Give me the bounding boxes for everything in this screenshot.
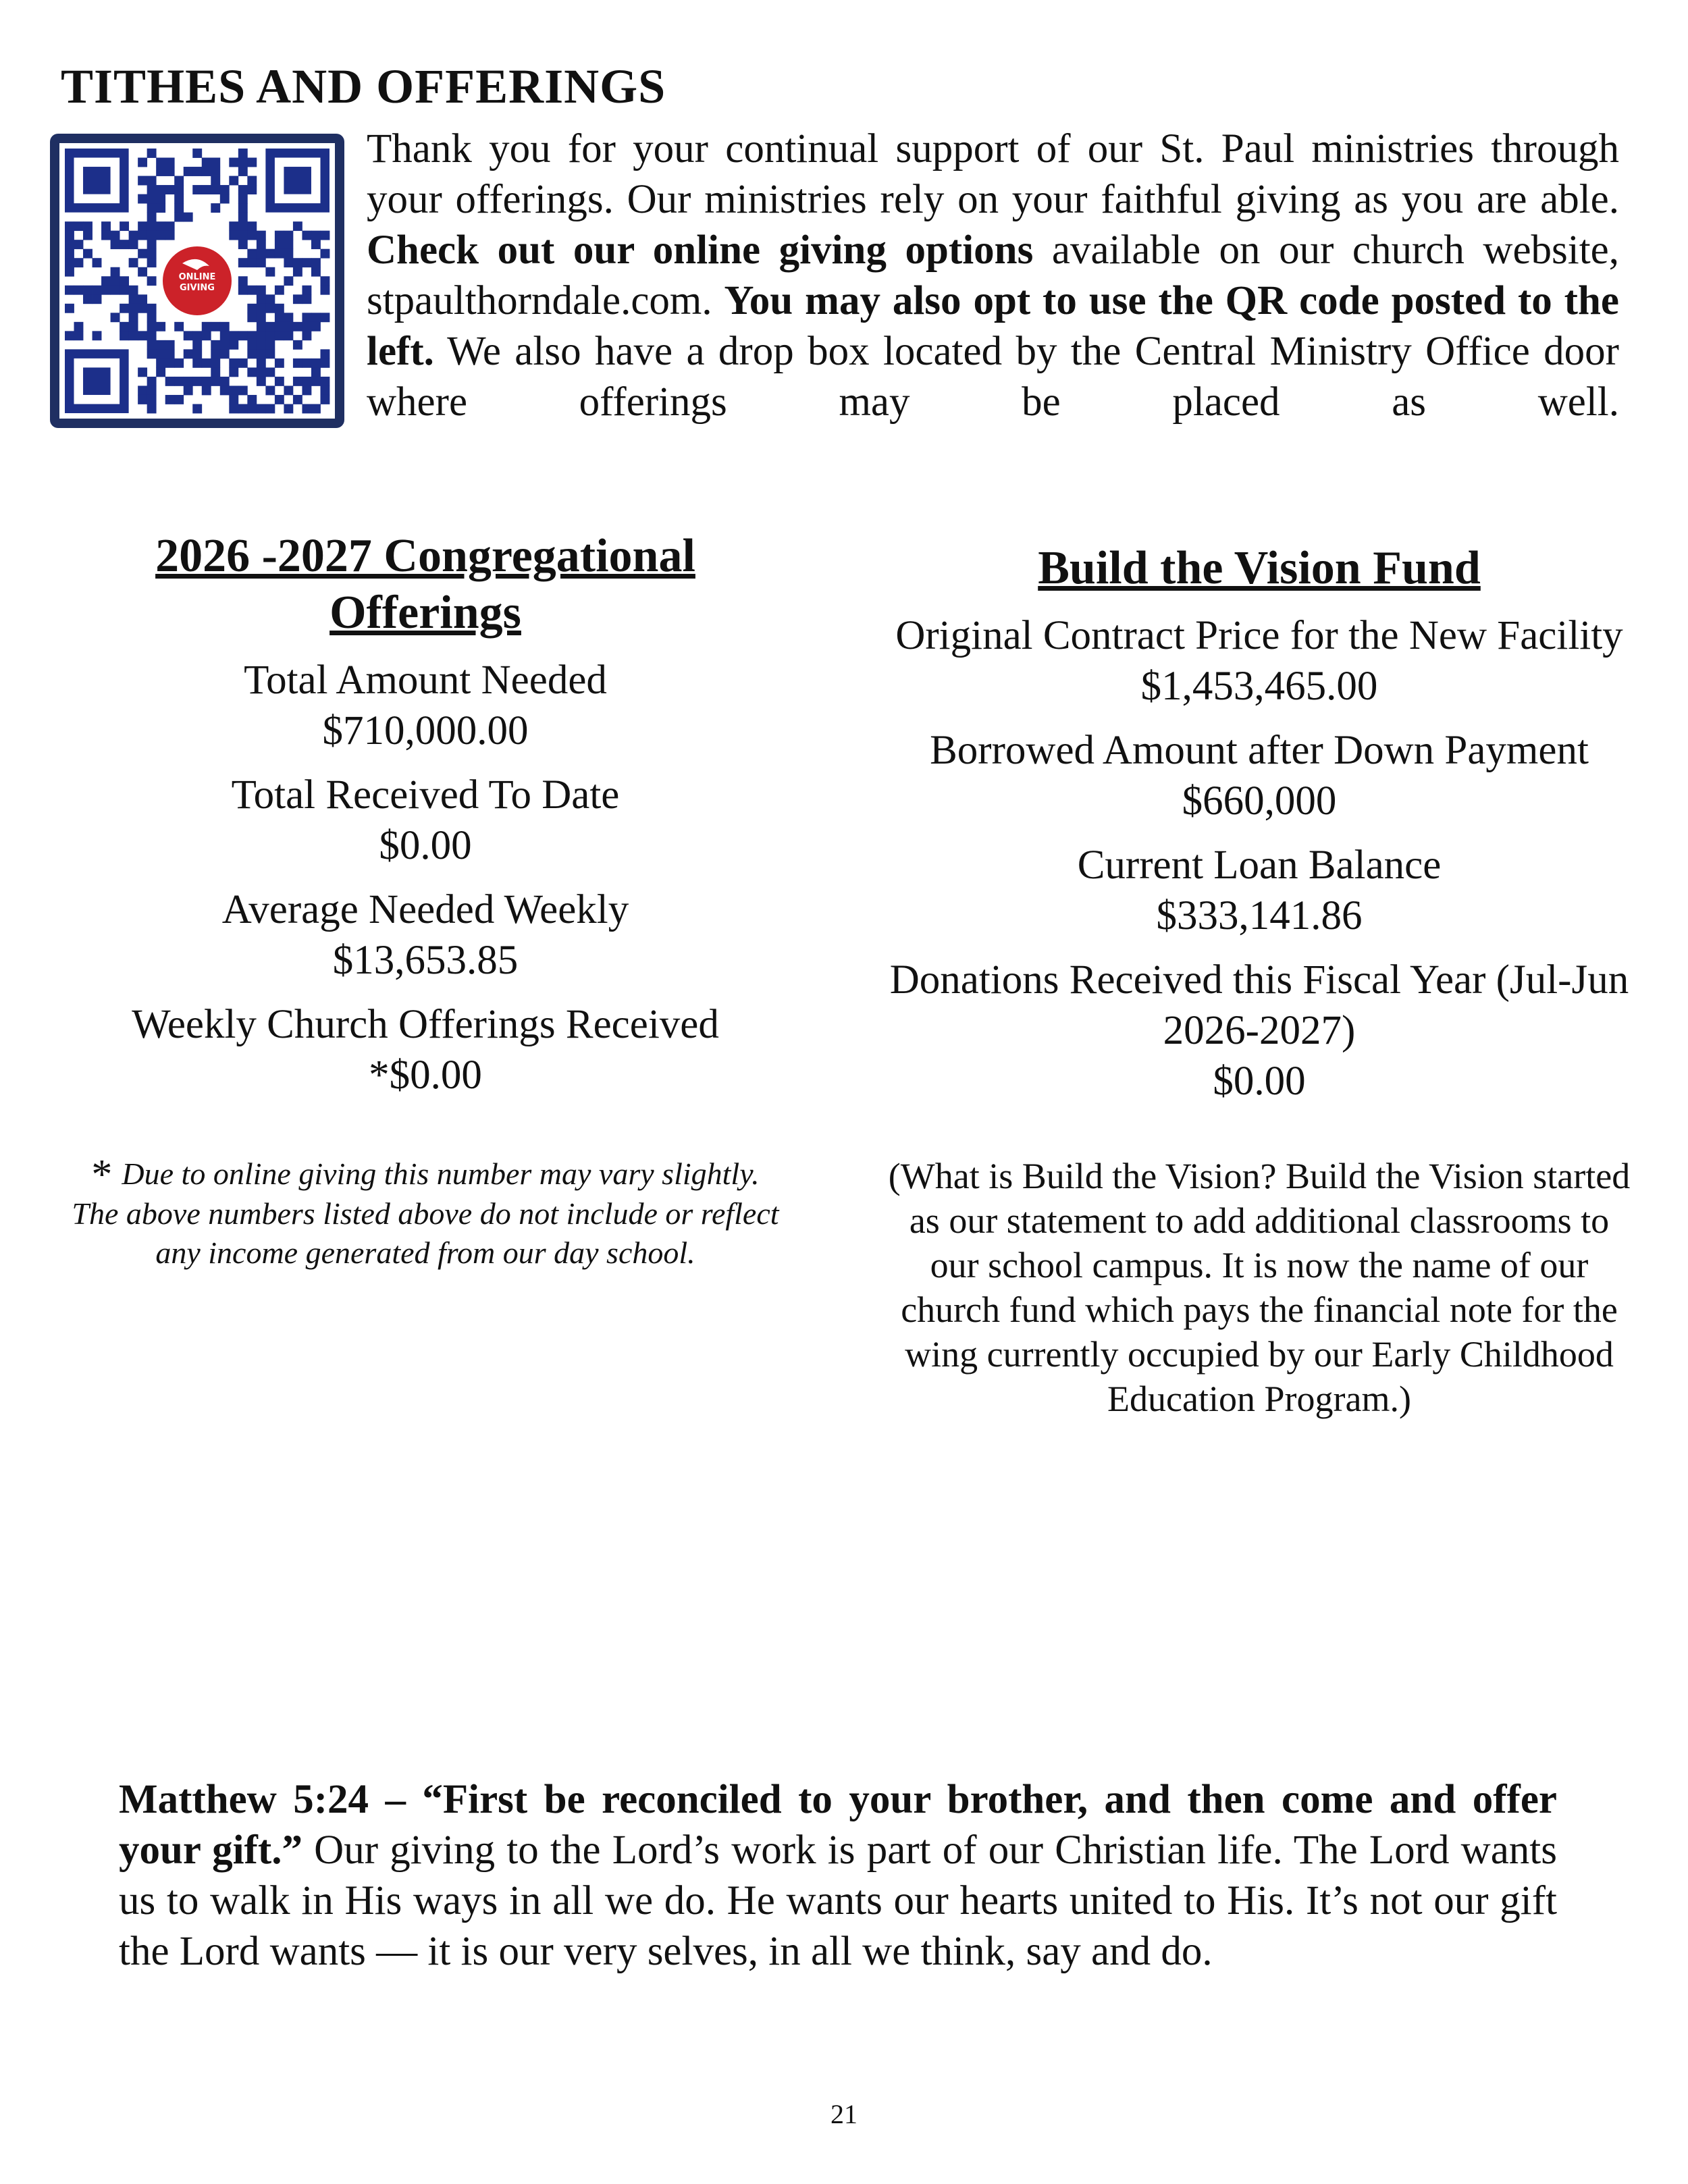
item-value: $1,453,465.00 xyxy=(1140,664,1378,709)
badge-line-2: GIVING xyxy=(180,283,215,293)
intro-bold-2: You may also opt to use the QR code posted to the left. xyxy=(367,278,1619,374)
qr-finder-square xyxy=(83,167,111,194)
item-value: *$0.00 xyxy=(369,1053,482,1098)
item-label: Total Amount Needed xyxy=(244,658,607,703)
item-label: Donations Received this Fiscal Year (Jul-Jun 2026-2027) xyxy=(889,957,1629,1053)
build-vision-section xyxy=(885,540,1634,1421)
qr-finder-square xyxy=(83,367,111,395)
intro-paragraph xyxy=(367,124,1619,427)
congregational-offerings-section xyxy=(68,528,783,1273)
item-value: $0.00 xyxy=(379,823,472,868)
fund-item xyxy=(885,955,1634,1107)
fund-item xyxy=(885,840,1634,941)
fund-item xyxy=(885,610,1634,712)
item-label: Borrowed Amount after Down Payment xyxy=(930,728,1589,773)
footnote-asterisk: * xyxy=(91,1152,113,1198)
fund-item xyxy=(885,725,1634,826)
item-value: $660,000 xyxy=(1182,778,1337,824)
intro-text-2: available on our church website, stpaulthorndale.com. xyxy=(367,228,1619,323)
badge-line-1: ONLINE xyxy=(178,272,216,282)
intro-bold-1: Check out our online giving options xyxy=(367,228,1034,273)
qr-code-graphic xyxy=(50,134,344,428)
item-label: Weekly Church Offerings Received xyxy=(132,1002,719,1047)
offering-item xyxy=(68,770,783,871)
item-value: $0.00 xyxy=(1213,1059,1306,1104)
item-value: $13,653.85 xyxy=(332,938,519,983)
offering-item xyxy=(68,884,783,986)
item-label: Total Received To Date xyxy=(231,772,620,818)
online-giving-badge xyxy=(161,244,234,317)
page-title: TITHES AND OFFERINGS xyxy=(61,59,666,113)
qr-finder-square xyxy=(284,167,311,194)
scripture-reflection: Our giving to the Lord’s work is part of our Christian life. The Lord wants us to walk in His ways in all we do. He wants our hearts united to His. It’s not our gift the Lord wants — it is our very selves, in all we think, say and do. xyxy=(119,1828,1557,1974)
scripture-verse: Matthew 5:24 – “First be reconciled to your brother, and then come and offer your gift.” xyxy=(119,1777,1557,1873)
footnote-text: Due to online giving this number may vary slightly. The above numbers listed above do not include or reflect any income generated from our day school. xyxy=(72,1156,779,1270)
intro-text-1: Thank you for your continual support of our St. Paul ministries through your offerings. Our ministries rely on your faithful giving as you are able. xyxy=(367,126,1619,222)
offering-item xyxy=(68,999,783,1100)
intro-text-3: We also have a drop box located by the Central Ministry Office door where offerings may be placed as well. xyxy=(367,329,1619,425)
item-value: $333,141.86 xyxy=(1156,893,1363,938)
build-vision-heading: Build the Vision Fund xyxy=(1038,542,1481,594)
offering-item xyxy=(68,655,783,756)
page-number: 21 xyxy=(830,2099,858,2129)
qr-code-icon[interactable] xyxy=(50,134,344,428)
item-label: Current Loan Balance xyxy=(1077,843,1442,888)
congregational-heading: 2026 -2027 Congregational Offerings xyxy=(155,530,695,639)
build-vision-explanation: (What is Build the Vision? Build the Vision started as our statement to add additional classrooms to our school campus. It is now the name of our church fund which pays the financial note for the wing currently occupied by our Early Childhood Education Program.) xyxy=(888,1156,1631,1419)
item-label: Original Contract Price for the New Facility xyxy=(895,613,1623,658)
item-label: Average Needed Weekly xyxy=(221,887,629,932)
item-value: $710,000.00 xyxy=(322,708,529,753)
scripture-paragraph xyxy=(119,1774,1557,1977)
footnote xyxy=(68,1154,783,1273)
